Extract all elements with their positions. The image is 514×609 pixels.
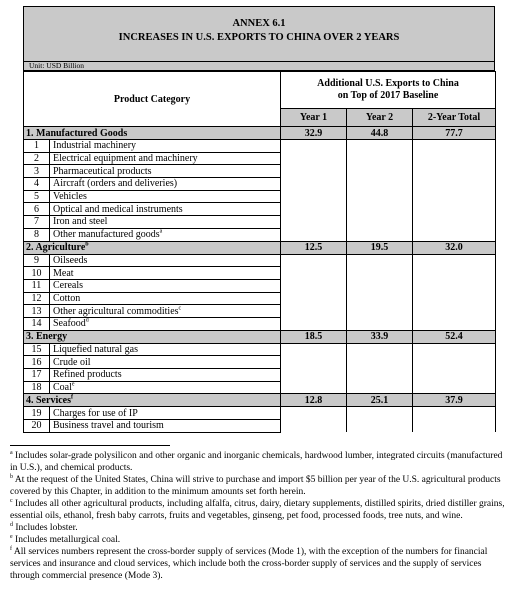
product-category-header: Product Category <box>24 72 281 127</box>
category-year2-value: 19.5 <box>347 241 413 254</box>
additional-header-line2: on Top of 2017 Baseline <box>337 90 439 101</box>
product-row <box>24 356 496 369</box>
product-row <box>24 190 496 203</box>
empty-value-cell <box>281 152 347 165</box>
product-description: Other manufactured goods$^a$ <box>50 228 281 241</box>
category-label: 1. Manufactured Goods <box>24 127 281 140</box>
product-description: Aircraft (orders and deliveries) <box>50 178 281 191</box>
product-number: 12 <box>24 292 50 305</box>
empty-value-cell <box>281 254 347 267</box>
product-row <box>24 343 496 356</box>
empty-value-cell <box>281 178 347 191</box>
category-year2-value: 25.1 <box>347 394 413 407</box>
empty-value-cell <box>281 317 347 330</box>
product-row <box>24 317 496 330</box>
product-description: Coal$^e$ <box>50 381 281 394</box>
year1-header: Year 1 <box>281 109 347 127</box>
empty-value-cell <box>413 165 496 178</box>
empty-value-cell <box>413 343 496 356</box>
product-description: Other agricultural commodities$^c$ <box>50 305 281 318</box>
empty-value-cell <box>281 407 347 420</box>
category-row <box>24 241 496 254</box>
empty-value-cell <box>347 228 413 241</box>
product-row <box>24 305 496 318</box>
product-number: 16 <box>24 356 50 369</box>
product-row <box>24 254 496 267</box>
product-description: Iron and steel <box>50 216 281 229</box>
empty-value-cell <box>347 267 413 280</box>
product-description: Meat <box>50 267 281 280</box>
empty-value-cell <box>347 203 413 216</box>
category-year1-value: 32.9 <box>281 127 347 140</box>
product-number: 6 <box>24 203 50 216</box>
empty-value-cell <box>413 228 496 241</box>
footnotes <box>10 445 506 582</box>
product-number: 9 <box>24 254 50 267</box>
product-description: Business travel and tourism <box>50 420 281 433</box>
empty-value-cell <box>413 254 496 267</box>
category-row <box>24 330 496 343</box>
category-total-value: 52.4 <box>413 330 496 343</box>
empty-value-cell <box>413 279 496 292</box>
product-row <box>24 420 496 433</box>
exports-table <box>23 71 496 433</box>
empty-value-cell <box>281 165 347 178</box>
product-description: Seafood$^d$ <box>50 317 281 330</box>
annex-label: ANNEX 6.1 <box>232 18 286 29</box>
empty-value-cell <box>347 279 413 292</box>
product-number: 10 <box>24 267 50 280</box>
empty-value-cell <box>347 343 413 356</box>
product-description: Cereals <box>50 279 281 292</box>
empty-value-cell <box>347 317 413 330</box>
empty-value-cell <box>347 369 413 382</box>
footnote-f: $^f$ All services numbers represent the cross-border supply of services (Mode 1), with the exception of the numbers for financial services and insurance and cloud services, which include both the cross-border supply of services and the supply of services through commercial presence (Mode 3). <box>10 545 488 581</box>
empty-value-cell <box>281 292 347 305</box>
category-row <box>24 394 496 407</box>
category-year1-value: 12.5 <box>281 241 347 254</box>
empty-value-cell <box>347 254 413 267</box>
empty-value-cell <box>281 420 347 433</box>
product-number: 7 <box>24 216 50 229</box>
category-row <box>24 127 496 140</box>
category-total-value: 77.7 <box>413 127 496 140</box>
category-year2-value: 44.8 <box>347 127 413 140</box>
product-row <box>24 228 496 241</box>
product-number: 4 <box>24 178 50 191</box>
empty-value-cell <box>347 420 413 433</box>
footnote-b: $^b$ At the request of the United States, China will strive to purchase and import $5 billion per year of the U.S. agricultural products covered by this Chapter, in addition to the minimum amounts set forth herein. <box>10 473 501 497</box>
product-number: 5 <box>24 190 50 203</box>
product-row <box>24 178 496 191</box>
empty-value-cell <box>347 190 413 203</box>
product-number: 1 <box>24 140 50 153</box>
product-row <box>24 165 496 178</box>
empty-value-cell <box>413 381 496 394</box>
product-description: Crude oil <box>50 356 281 369</box>
product-description: Cotton <box>50 292 281 305</box>
product-number: 14 <box>24 317 50 330</box>
product-description: Pharmaceutical products <box>50 165 281 178</box>
product-row <box>24 292 496 305</box>
product-number: 15 <box>24 343 50 356</box>
empty-value-cell <box>413 140 496 153</box>
footnote-e: $^e$ Includes metallurgical coal. <box>10 533 121 545</box>
empty-value-cell <box>413 203 496 216</box>
empty-value-cell <box>413 407 496 420</box>
empty-value-cell <box>347 165 413 178</box>
footnote-d: $^d$ Includes lobster. <box>10 521 78 533</box>
empty-value-cell <box>413 267 496 280</box>
empty-value-cell <box>281 369 347 382</box>
empty-value-cell <box>281 267 347 280</box>
empty-value-cell <box>347 407 413 420</box>
product-number: 2 <box>24 152 50 165</box>
empty-value-cell <box>281 140 347 153</box>
empty-value-cell <box>413 152 496 165</box>
product-description: Industrial machinery <box>50 140 281 153</box>
category-year1-value: 18.5 <box>281 330 347 343</box>
product-description: Liquefied natural gas <box>50 343 281 356</box>
footnote-divider <box>10 445 170 446</box>
product-row <box>24 152 496 165</box>
product-number: 17 <box>24 369 50 382</box>
empty-value-cell <box>413 216 496 229</box>
category-label: 4. Services$^f$ <box>24 394 281 407</box>
empty-value-cell <box>347 178 413 191</box>
empty-value-cell <box>413 369 496 382</box>
product-number: 18 <box>24 381 50 394</box>
product-description: Electrical equipment and machinery <box>50 152 281 165</box>
product-row <box>24 203 496 216</box>
empty-value-cell <box>347 381 413 394</box>
category-year1-value: 12.8 <box>281 394 347 407</box>
category-total-value: 32.0 <box>413 241 496 254</box>
empty-value-cell <box>281 190 347 203</box>
empty-value-cell <box>347 292 413 305</box>
additional-header-line1: Additional U.S. Exports to China <box>317 78 459 89</box>
product-number: 8 <box>24 228 50 241</box>
product-row <box>24 369 496 382</box>
annex-header <box>23 6 495 62</box>
additional-exports-header <box>281 72 496 109</box>
empty-value-cell <box>347 305 413 318</box>
empty-value-cell <box>281 279 347 292</box>
product-description: Vehicles <box>50 190 281 203</box>
year2-header: Year 2 <box>347 109 413 127</box>
product-description: Oilseeds <box>50 254 281 267</box>
unit-label: Unit: USD Billion <box>23 62 495 71</box>
empty-value-cell <box>413 356 496 369</box>
empty-value-cell <box>281 305 347 318</box>
category-label: 3. Energy <box>24 330 281 343</box>
empty-value-cell <box>413 190 496 203</box>
total-header: 2-Year Total <box>413 109 496 127</box>
empty-value-cell <box>281 203 347 216</box>
footnote-a: $^a$ Includes solar-grade polysilicon and other organic and inorganic chemicals, hardwood lumber, integrated circuits (manufactured in U.S.), and chemical products. <box>10 449 503 473</box>
product-description: Refined products <box>50 369 281 382</box>
empty-value-cell <box>347 140 413 153</box>
empty-value-cell <box>413 292 496 305</box>
product-number: 19 <box>24 407 50 420</box>
category-year2-value: 33.9 <box>347 330 413 343</box>
product-description: Charges for use of IP <box>50 407 281 420</box>
empty-value-cell <box>281 216 347 229</box>
empty-value-cell <box>281 343 347 356</box>
product-row <box>24 279 496 292</box>
product-number: 13 <box>24 305 50 318</box>
empty-value-cell <box>413 305 496 318</box>
product-row <box>24 140 496 153</box>
product-row <box>24 381 496 394</box>
empty-value-cell <box>413 178 496 191</box>
empty-value-cell <box>347 152 413 165</box>
empty-value-cell <box>413 420 496 433</box>
category-total-value: 37.9 <box>413 394 496 407</box>
product-row <box>24 216 496 229</box>
empty-value-cell <box>281 356 347 369</box>
empty-value-cell <box>347 216 413 229</box>
product-row <box>24 267 496 280</box>
empty-value-cell <box>413 317 496 330</box>
empty-value-cell <box>347 356 413 369</box>
empty-value-cell <box>281 381 347 394</box>
product-description: Optical and medical instruments <box>50 203 281 216</box>
annex-title: INCREASES IN U.S. EXPORTS TO CHINA OVER 2 YEARS <box>118 32 400 43</box>
product-number: 11 <box>24 279 50 292</box>
footnote-c: $^c$ Includes all other agricultural products, including alfalfa, citrus, dairy, dietary supplements, distilled spirits, dried distiller grains, essential oils, ethanol, fresh baby carrots, fruits and vegetables, ginseng, pet food, processed foods, tree nuts, and wine. <box>10 497 505 521</box>
category-label: 2. Agriculture$^b$ <box>24 241 281 254</box>
product-number: 3 <box>24 165 50 178</box>
product-number: 20 <box>24 420 50 433</box>
empty-value-cell <box>281 228 347 241</box>
product-row <box>24 407 496 420</box>
